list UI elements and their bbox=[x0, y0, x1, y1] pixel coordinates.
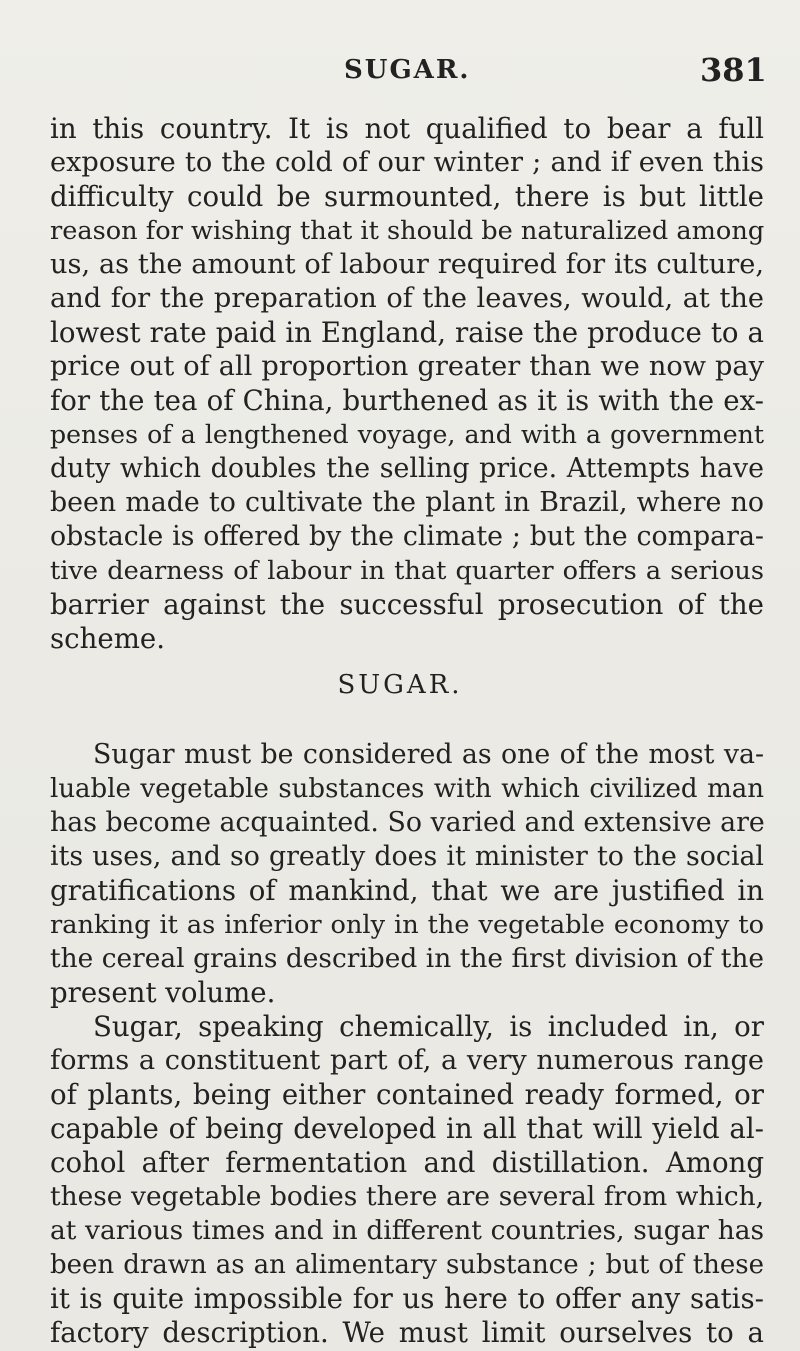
text-line: duty which doubles the selling price. Attempts have bbox=[50, 453, 764, 484]
text-line: and for the preparation of the leaves, would, at the bbox=[50, 283, 764, 314]
text-line: in this country. It is not qualified to bear a full bbox=[50, 112, 764, 145]
text-line: cohol after fermentation and distillation. Among bbox=[50, 1146, 764, 1179]
text-line: exposure to the cold of our winter ; and if even this bbox=[50, 147, 764, 178]
text-line: the cereal grains described in the first division of the bbox=[50, 943, 764, 974]
text-line: been made to cultivate the plant in Brazil, where no bbox=[50, 487, 764, 518]
text-line: been drawn as an alimentary substance ; but of these bbox=[50, 1250, 764, 1280]
text-line: Sugar, speaking chemically, is included in, or bbox=[93, 1010, 764, 1043]
text-line: Sugar must be considered as one of the most va- bbox=[93, 739, 764, 770]
text-line: factory description. We must limit ourselves to a bbox=[50, 1316, 764, 1349]
text-line: ranking it as inferior only in the vegetable economy to bbox=[50, 910, 764, 940]
text-line: for the tea of China, burthened as it is with the ex- bbox=[50, 384, 764, 417]
text-line: of plants, being either contained ready formed, or bbox=[50, 1078, 764, 1111]
running-head bbox=[0, 51, 800, 95]
text-line: luable vegetable substances with which civilized man bbox=[50, 774, 764, 804]
text-line: at various times and in different countries, sugar has bbox=[50, 1215, 764, 1246]
text-line: it is quite impossible for us here to offer any satis- bbox=[50, 1282, 764, 1315]
text-line: barrier against the successful prosecution of the bbox=[50, 588, 764, 621]
running-head-title: SUGAR. bbox=[344, 55, 471, 85]
section-heading: SUGAR. bbox=[337, 670, 463, 700]
text-line: gratifications of mankind, that we are justified in bbox=[50, 874, 764, 907]
text-line: these vegetable bodies there are several from which, bbox=[50, 1181, 764, 1212]
text-line: has become acquainted. So varied and extensive are bbox=[50, 807, 765, 838]
text-line: its uses, and so greatly does it minister to the social bbox=[50, 841, 764, 872]
text-line: difficulty could be surmounted, there is but little bbox=[50, 180, 764, 213]
text-line: scheme. bbox=[50, 622, 165, 655]
text-line: reason for wishing that it should be naturalized among bbox=[50, 216, 765, 246]
text-line: forms a constituent part of, a very numerous range bbox=[50, 1045, 764, 1076]
text-line: present volume. bbox=[50, 976, 276, 1009]
text-line: price out of all proportion greater than we now pay bbox=[50, 351, 764, 382]
page-number: 381 bbox=[700, 51, 767, 89]
text-line: obstacle is offered by the climate ; but the compara- bbox=[50, 521, 764, 552]
text-line: lowest rate paid in England, raise the produce to a bbox=[50, 316, 764, 349]
text-line: us, as the amount of labour required for its culture, bbox=[50, 249, 764, 280]
text-line: tive dearness of labour in that quarter offers a serious bbox=[50, 556, 764, 586]
text-line: penses of a lengthened voyage, and with a government bbox=[50, 420, 764, 449]
text-line: capable of being developed in all that will yield al- bbox=[50, 1112, 764, 1145]
